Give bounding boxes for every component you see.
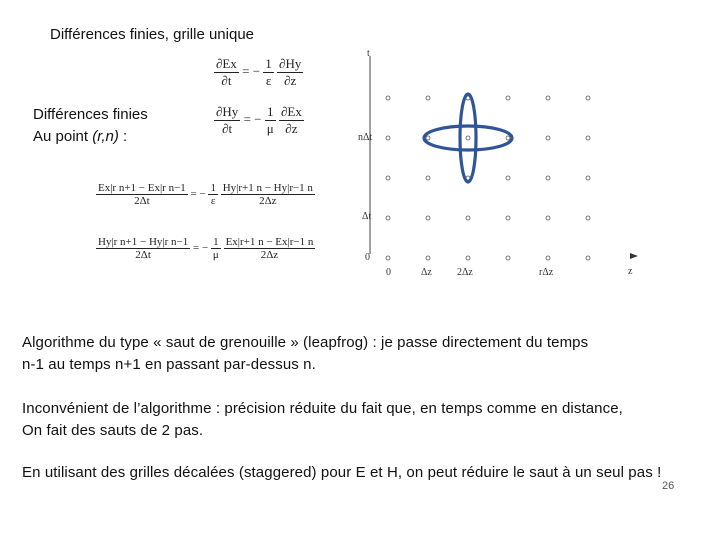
paragraph-leapfrog xyxy=(22,332,588,376)
grid-point xyxy=(506,256,510,260)
fd2-lhs-num: Hy|r n+1 − Hy|r n−1 xyxy=(98,236,189,248)
grid-point xyxy=(466,136,470,140)
fd2-rhs-num: Ex|r+1 n − Ex|r−1 n xyxy=(225,236,314,248)
eq1-coef-den: ε xyxy=(265,73,272,88)
grid-point xyxy=(506,96,510,100)
x-tick-rdz: rΔz xyxy=(539,267,554,278)
x-tick-dz: Δz xyxy=(421,267,432,278)
eq1-lhs-den: ∂t xyxy=(221,73,232,88)
z-axis-arrow xyxy=(630,253,638,259)
grid-point xyxy=(386,96,390,100)
grid-point xyxy=(546,176,550,180)
fd2-rhs-den: 2Δz xyxy=(260,249,279,261)
fd1-lhs-den: 2Δt xyxy=(134,195,150,207)
paragraph-drawback-line2: On fait des sauts de 2 pas. xyxy=(22,422,204,439)
grid-point xyxy=(586,256,590,260)
grid-point xyxy=(426,176,430,180)
paragraph-staggered: En utilisant des grilles décalées (staggered) pour E et H, on peut réduire le saut à un seul pas ! xyxy=(22,464,662,481)
z-axis-label: z xyxy=(628,266,633,277)
grid-point xyxy=(586,216,590,220)
grid-point xyxy=(586,176,590,180)
fd1-rhs-den: 2Δz xyxy=(259,195,277,207)
grid-point xyxy=(426,256,430,260)
fd2-lhs-den: 2Δt xyxy=(135,249,151,261)
eq2-coef-num: 1 xyxy=(265,104,276,121)
grid-point xyxy=(426,216,430,220)
paragraph-drawback-line1: Inconvénient de l’algorithme : précision réduite du fait que, en temps comme en distance, xyxy=(22,400,623,417)
grid-point xyxy=(466,256,470,260)
x-tick-zero: 0 xyxy=(386,267,391,278)
maxwell-eq-2: $\frac{\partial Hy}{\partial t}$ = − $\frac{1}{\mu}$ $\frac{\partial Ex}{\partial z}$ xyxy=(216,104,302,136)
eq2-coef-den: μ xyxy=(266,121,274,136)
subtitle-prefix: Au point xyxy=(33,128,93,145)
grid-point xyxy=(386,136,390,140)
grid-diagram xyxy=(352,42,652,282)
vertical-stencil-ellipse xyxy=(460,94,476,182)
paragraph-leapfrog-line1: Algorithme du type « saut de grenouille » (leapfrog) : je passe directement du temps xyxy=(22,334,589,351)
grid-point xyxy=(546,256,550,260)
fd-eq-1: $\frac{\text{Ex|r n+1 − Ex|r n−1}}{2\Delta t}$ = − $\frac{1}{\varepsilon}$ $\frac{Hy|r+1 n - Hy|r-1 n}{2\Delta z}$ xyxy=(98,182,313,207)
eq1-coef-num: 1 xyxy=(265,56,272,71)
subtitle-block xyxy=(33,104,148,148)
grid-point xyxy=(426,96,430,100)
eq1-lhs-num: ∂Ex xyxy=(216,56,237,71)
eq2-rhs-den: ∂z xyxy=(285,121,298,136)
subtitle-point: (r,n) xyxy=(92,128,119,145)
y-tick-dt: Δt xyxy=(362,211,372,222)
subtitle-line2 xyxy=(33,126,148,148)
grid-point xyxy=(586,96,590,100)
grid-point xyxy=(506,216,510,220)
fd2-coef-num: 1 xyxy=(211,236,221,249)
grid-point xyxy=(546,216,550,220)
horizontal-stencil-ellipse xyxy=(424,126,512,150)
grid-points xyxy=(386,96,590,260)
grid-point xyxy=(386,216,390,220)
subtitle-line1: Différences finies xyxy=(33,106,148,123)
eq2-lhs-num: ∂Hy xyxy=(216,104,239,119)
fd1-lhs-num: Ex|r n+1 − Ex|r n−1 xyxy=(98,182,186,194)
grid-point xyxy=(466,216,470,220)
y-tick-ndt: nΔt xyxy=(358,132,373,143)
t-axis-label: t xyxy=(367,48,370,59)
eq2-lhs-den: ∂t xyxy=(222,121,233,136)
grid-point xyxy=(506,136,510,140)
grid-point xyxy=(426,136,430,140)
fd-eq-2: $\frac{\text{Hy|r n+1 − Hy|r n−1}}{2\Delta t}$ = − $\frac{1}{\mu}$ $\frac{Ex|r+1 n - Ex|r-1 n}{2\Delta z}$ xyxy=(98,236,314,261)
eq2-rhs-num: ∂Ex xyxy=(280,104,302,119)
eq1-rhs-den: ∂z xyxy=(284,73,297,88)
grid-svg xyxy=(352,42,652,282)
fd1-coef-den: ε xyxy=(210,195,216,207)
y-tick-zero: 0 xyxy=(365,252,370,263)
grid-point xyxy=(506,176,510,180)
slide-title: Différences finies, grille unique xyxy=(50,26,255,43)
fd1-coef-num: 1 xyxy=(210,182,216,194)
grid-point xyxy=(546,136,550,140)
grid-point xyxy=(386,256,390,260)
x-tick-2dz: 2Δz xyxy=(457,267,473,278)
page-number: 26 xyxy=(662,480,675,492)
grid-point xyxy=(586,136,590,140)
eq1-rhs-num: ∂Hy xyxy=(279,56,302,71)
fd2-coef-den: μ xyxy=(212,249,219,261)
fd1-rhs-num: Hy|r+1 n − Hy|r−1 n xyxy=(222,182,313,194)
paragraph-drawback xyxy=(22,398,623,442)
maxwell-eq-1: $\frac{\partial Ex}{\partial t}$ = − $\frac{1}{\varepsilon}$ $\frac{\partial Hy}{\partial z}$ xyxy=(216,56,302,88)
grid-point xyxy=(386,176,390,180)
subtitle-suffix: : xyxy=(118,128,128,145)
grid-point xyxy=(546,96,550,100)
paragraph-leapfrog-line2: n-1 au temps n+1 en passant par-dessus n. xyxy=(22,356,316,373)
